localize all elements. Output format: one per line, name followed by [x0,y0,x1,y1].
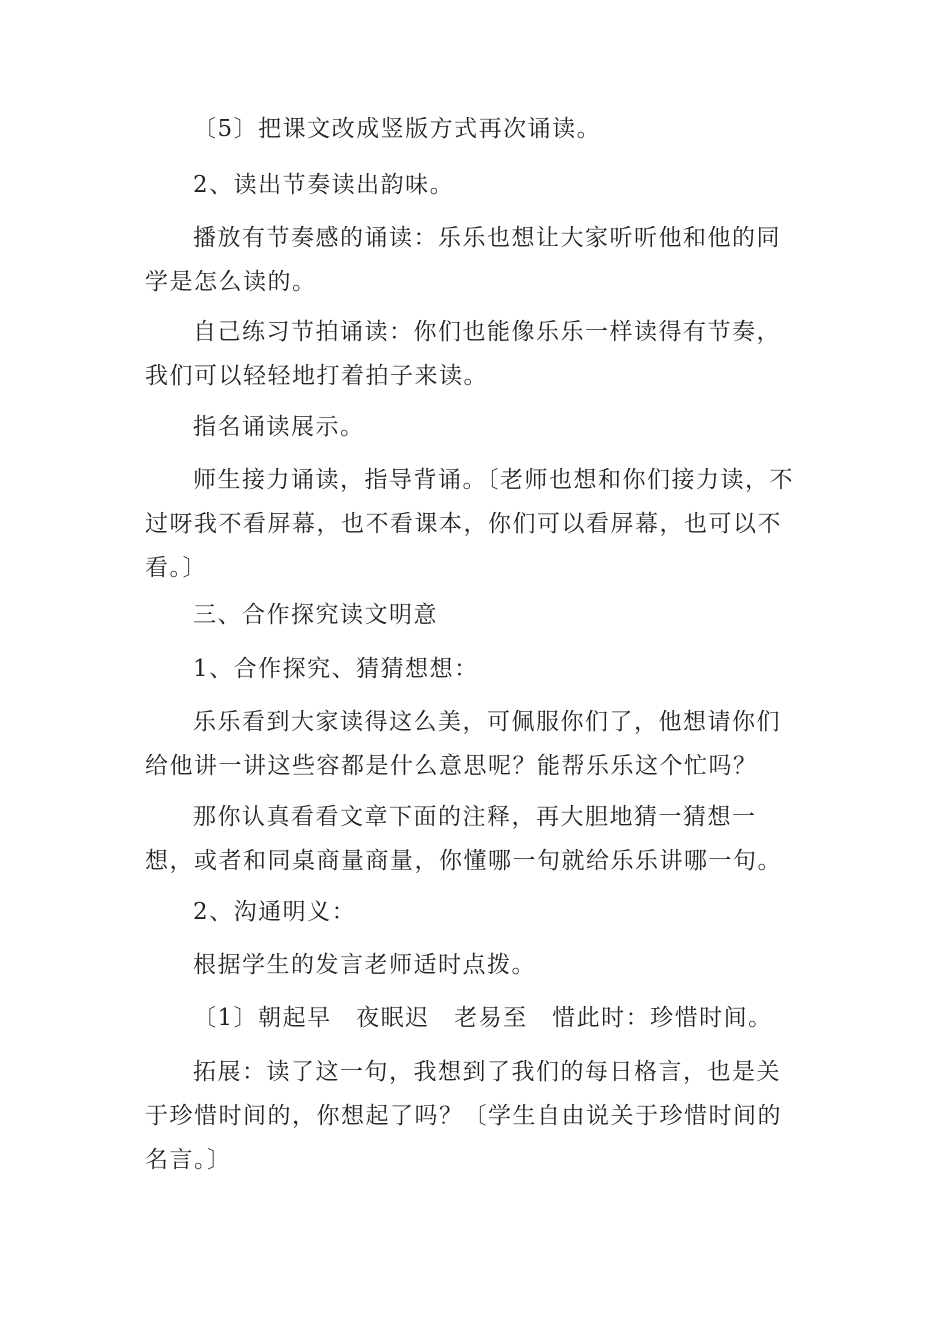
paragraph-6: 师生接力诵读，指导背诵。〔老师也想和你们接力读，不过呀我不看屏幕，也不看课本，你们可以看屏幕，也可以不看。〕 [145,467,794,581]
paragraph-1: 〔5〕把课文改成竖版方式再次诵读。 [193,116,602,142]
paragraph-13: 〔1〕朝起早 夜眠迟 老易至 惜此时：珍惜时间。 [193,1005,773,1031]
paragraph-10: 那你认真看看文章下面的注释，再大胆地猜一猜想一想，或者和同桌商量商量，你懂哪一句就给乐乐讲哪一句。 [145,804,782,874]
paragraph-3: 播放有节奏感的诵读：乐乐也想让大家听听他和他的同学是怎么读的。 [145,225,781,295]
paragraph-5: 指名诵读展示。 [193,414,365,440]
paragraph-2: 2、读出节奏读出韵味。 [193,172,455,198]
paragraph-12: 根据学生的发言老师适时点拨。 [193,952,536,978]
paragraph-9: 乐乐看到大家读得这么美，可佩服你们了，他想请你们给他讲一讲这些容都是什么意思呢？能帮乐乐这个忙吗？ [145,709,781,779]
paragraph-4: 自己练习节拍诵读：你们也能像乐乐一样读得有节奏，我们可以轻轻地打着拍子来读。 [145,319,781,389]
paragraph-8: 1、合作探究、猜猜想想： [193,656,479,682]
section-heading: 三、合作探究读文明意 [193,602,438,628]
paragraph-11: 2、沟通明义： [193,899,357,925]
paragraph-14: 拓展：读了这一句，我想到了我们的每日格言，也是关于珍惜时间的，你想起了吗？〔学生自由说关于珍惜时间的名言。〕 [145,1059,782,1173]
